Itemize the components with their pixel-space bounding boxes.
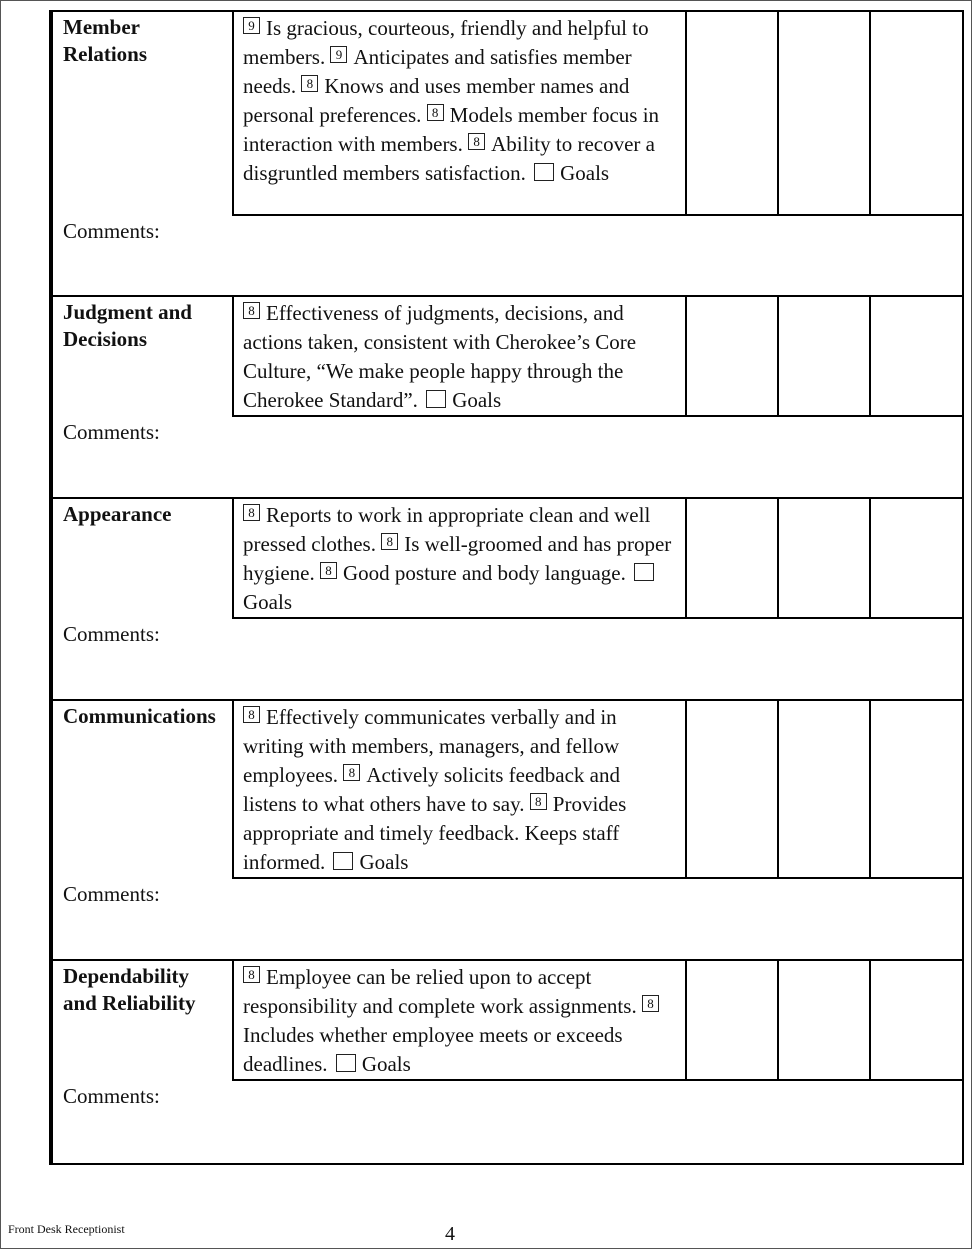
criteria-text: Effectiveness of judgments, decisions, and actions taken, consistent with Cherokee’s Core Culture, “We make people happy through the Cherokee Standard”. (243, 301, 637, 412)
section-title-line: Appearance (63, 502, 172, 526)
section-title (51, 960, 233, 1080)
rating-column-cell[interactable] (778, 296, 870, 416)
criteria-description (233, 498, 686, 618)
comments-row (51, 1080, 963, 1164)
section-row (51, 11, 963, 215)
comments-row (51, 618, 963, 700)
comments-field[interactable] (51, 416, 963, 498)
comments-field[interactable] (51, 1080, 963, 1164)
comments-label: Comments: (63, 882, 160, 906)
footer-document-title: Front Desk Receptionist (8, 1222, 125, 1236)
rating-column-cell[interactable] (870, 700, 963, 878)
section-row (51, 498, 963, 618)
section-title-line: Member (63, 15, 140, 39)
rating-column-cell[interactable] (686, 11, 778, 215)
rating-column-cell[interactable] (870, 498, 963, 618)
rating-box[interactable]: 8 (243, 302, 260, 319)
criteria-text: Actively solicits feedback and listens to what others have to say. (243, 763, 620, 816)
rating-box[interactable]: 8 (243, 706, 260, 723)
rating-column-cell[interactable] (870, 296, 963, 416)
criteria-text: Good posture and body language. (342, 561, 626, 585)
criteria-text: Includes whether employee meets or exceeds deadlines. (243, 1023, 623, 1076)
criteria-text: Ability to recover a disgruntled members satisfaction. (243, 132, 655, 185)
section-title-line: Communications (63, 704, 216, 728)
section-row (51, 296, 963, 416)
rating-column-cell[interactable] (686, 296, 778, 416)
goals-checkbox[interactable] (534, 163, 554, 181)
goals-label: Goals (361, 1052, 411, 1076)
rating-column-cell[interactable] (778, 498, 870, 618)
rating-box[interactable]: 8 (468, 133, 485, 150)
section-title-line: Relations (63, 42, 147, 66)
rating-box[interactable]: 9 (330, 46, 347, 63)
goals-label: Goals (560, 161, 610, 185)
rating-column-cell[interactable] (778, 960, 870, 1080)
rating-box[interactable]: 8 (343, 764, 360, 781)
rating-column-cell[interactable] (686, 498, 778, 618)
section-title-line: Dependability (63, 964, 190, 988)
rating-box[interactable]: 8 (243, 504, 260, 521)
comments-field[interactable] (51, 618, 963, 700)
goals-label: Goals (452, 388, 502, 412)
rating-box[interactable]: 8 (381, 533, 398, 550)
comments-label: Comments: (63, 420, 160, 444)
rating-box[interactable]: 9 (243, 17, 260, 34)
rating-column-cell[interactable] (870, 11, 963, 215)
criteria-text: Effectively communicates verbally and in writing with members, managers, and fellow employees. (243, 705, 620, 787)
criteria-text: Employee can be relied upon to accept responsibility and complete work assignments. (243, 965, 637, 1018)
rating-column-cell[interactable] (778, 11, 870, 215)
rating-box[interactable]: 8 (530, 793, 547, 810)
rating-box[interactable]: 8 (642, 995, 659, 1012)
criteria-text: Models member focus in interaction with members. (243, 103, 660, 156)
rating-column-cell[interactable] (870, 960, 963, 1080)
section-row (51, 960, 963, 1080)
rating-column-cell[interactable] (686, 700, 778, 878)
goals-checkbox[interactable] (333, 852, 353, 870)
criteria-text: Anticipates and satisfies member needs. (243, 45, 632, 98)
section-title (51, 296, 233, 416)
comments-field[interactable] (51, 215, 963, 296)
comments-row (51, 878, 963, 960)
criteria-description (233, 296, 686, 416)
criteria-description (233, 960, 686, 1080)
goals-checkbox[interactable] (336, 1054, 356, 1072)
goals-label: Goals (359, 850, 409, 874)
rating-box[interactable]: 8 (320, 562, 337, 579)
criteria-text: Knows and uses member names and personal preferences. (243, 74, 630, 127)
comments-row (51, 215, 963, 296)
comments-label: Comments: (63, 219, 160, 243)
criteria-text: Is well-groomed and has proper hygiene. (243, 532, 672, 585)
criteria-description (233, 11, 686, 215)
section-title (51, 498, 233, 618)
rating-column-cell[interactable] (778, 700, 870, 878)
rating-column-cell[interactable] (686, 960, 778, 1080)
comments-label: Comments: (63, 1084, 160, 1108)
page-number: 4 (445, 1223, 455, 1245)
comments-field[interactable] (51, 878, 963, 960)
section-row (51, 700, 963, 878)
section-title (51, 700, 233, 878)
criteria-description (233, 700, 686, 878)
rating-box[interactable]: 8 (301, 75, 318, 92)
criteria-text: Reports to work in appropriate clean and well pressed clothes. (243, 503, 651, 556)
comments-label: Comments: (63, 622, 160, 646)
criteria-text: Provides appropriate and timely feedback. Keeps staff informed. (243, 792, 627, 874)
evaluation-table (49, 10, 964, 1165)
section-title-line: Decisions (63, 327, 147, 351)
section-title (51, 11, 233, 215)
goals-label: Goals (243, 590, 292, 614)
goals-checkbox[interactable] (634, 563, 654, 581)
section-title-line: Judgment and (63, 300, 192, 324)
goals-checkbox[interactable] (426, 390, 446, 408)
rating-box[interactable]: 8 (243, 966, 260, 983)
comments-row (51, 416, 963, 498)
rating-box[interactable]: 8 (427, 104, 444, 121)
section-title-line: and Reliability (63, 991, 196, 1015)
criteria-text: Is gracious, courteous, friendly and helpful to members. (243, 16, 649, 69)
